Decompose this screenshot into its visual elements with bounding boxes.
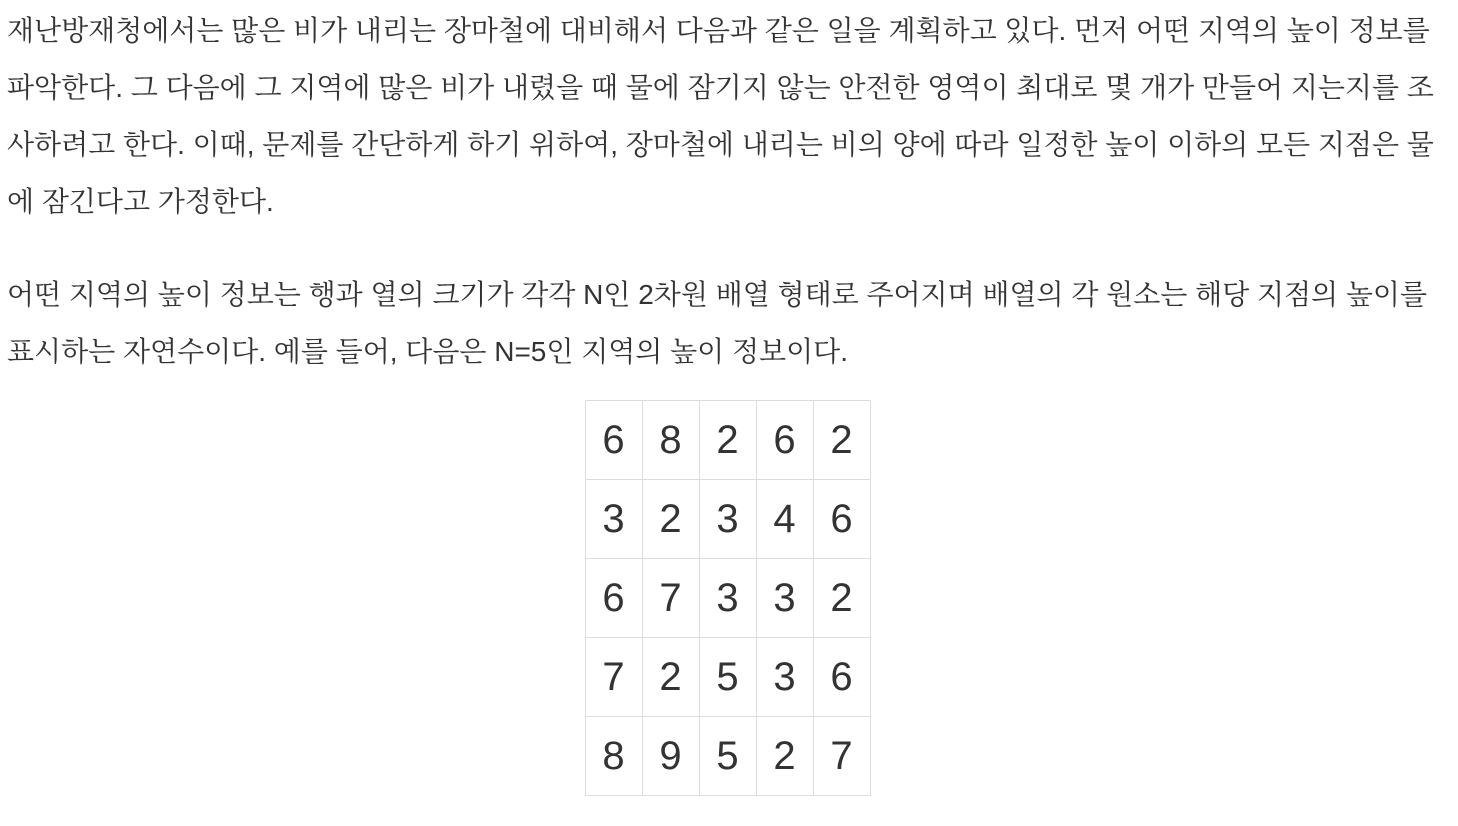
height-grid-row	[585, 717, 870, 796]
height-grid-cell: 6	[756, 401, 813, 480]
height-grid-cell: 6	[813, 638, 870, 717]
height-grid-row	[585, 638, 870, 717]
height-grid-row	[585, 559, 870, 638]
height-grid-cell: 5	[699, 638, 756, 717]
height-grid-cell: 2	[813, 559, 870, 638]
height-grid-cell: 9	[642, 717, 699, 796]
height-grid-cell: 5	[699, 717, 756, 796]
height-grid-cell: 8	[585, 717, 642, 796]
height-grid-cell: 2	[642, 638, 699, 717]
height-grid-cell: 2	[642, 480, 699, 559]
height-grid-cell: 7	[813, 717, 870, 796]
height-grid-cell: 3	[585, 480, 642, 559]
height-grid-body	[585, 401, 870, 796]
height-grid-cell: 2	[756, 717, 813, 796]
height-grid-cell: 3	[756, 638, 813, 717]
height-grid-cell: 6	[813, 480, 870, 559]
problem-paragraph-height-info: 어떤 지역의 높이 정보는 행과 열의 크기가 각각 N인 2차원 배열 형태로 주어지며 배열의 각 원소는 해당 지점의 높이를 표시하는 자연수이다. 예를 들어, 다음은 N=5인 지역의 높이 정보이다.	[7, 279, 1428, 367]
height-grid-cell: 6	[585, 559, 642, 638]
height-grid-row	[585, 401, 870, 480]
problem-statement	[7, 2, 1448, 380]
height-grid-cell: 7	[585, 638, 642, 717]
height-grid-cell: 2	[699, 401, 756, 480]
height-grid-cell: 2	[813, 401, 870, 480]
height-grid-row	[585, 480, 870, 559]
height-grid	[585, 400, 871, 796]
height-grid-cell: 6	[585, 401, 642, 480]
height-grid-cell: 3	[699, 480, 756, 559]
height-grid-cell: 3	[756, 559, 813, 638]
height-grid-cell: 8	[642, 401, 699, 480]
height-grid-cell: 4	[756, 480, 813, 559]
height-grid-cell: 3	[699, 559, 756, 638]
height-grid-cell: 7	[642, 559, 699, 638]
problem-paragraph-intro: 재난방재청에서는 많은 비가 내리는 장마철에 대비해서 다음과 같은 일을 계획하고 있다. 먼저 어떤 지역의 높이 정보를 파악한다. 그 다음에 그 지역에 많은 비가 내렸을 때 물에 잠기지 않는 안전한 영역이 최대로 몇 개가 만들어 지는지를 조사하려고 한다. 이때, 문제를 간단하게 하기 위하여, 장마철에 내리는 비의 양에 따라 일정한 높이 이하의 모든 지점은 물에 잠긴다고 가정한다.	[7, 15, 1434, 217]
